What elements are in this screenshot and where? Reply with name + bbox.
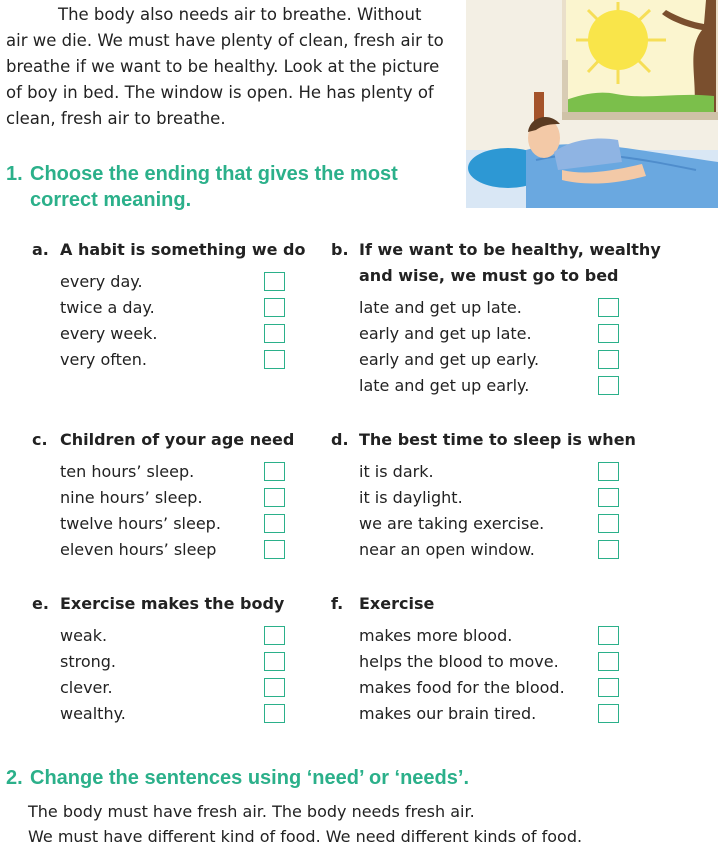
question-c-option-1 — [32, 459, 332, 485]
answer-checkbox[interactable] — [598, 324, 619, 343]
question-e-stem: Exercise makes the body — [60, 594, 285, 613]
question-f-letter: f. — [331, 594, 344, 613]
question-f — [331, 591, 661, 727]
answer-checkbox[interactable] — [264, 652, 285, 671]
question-a-letter: a. — [32, 240, 49, 259]
answer-checkbox[interactable] — [598, 376, 619, 395]
section-2-number: 2. — [6, 767, 23, 789]
answer-checkbox[interactable] — [598, 652, 619, 671]
section-1-title-line-1: Choose the ending that gives the most — [30, 163, 398, 185]
answer-checkbox[interactable] — [264, 514, 285, 533]
sleeping-boy-picture — [466, 0, 718, 208]
answer-checkbox[interactable] — [264, 540, 285, 559]
section-2-title: Change the sentences using ‘need’ or ‘needs’. — [30, 767, 470, 789]
option-label: near an open window. — [359, 540, 535, 559]
answer-checkbox[interactable] — [598, 514, 619, 533]
question-d-option-3 — [331, 511, 661, 537]
question-f-stem: Exercise — [359, 594, 435, 613]
option-label: weak. — [60, 626, 108, 645]
intro-text: The body also needs air to breathe. Without air we die. We must have plenty of clean, fresh air to breathe if we want to be healthy. Look at the picture of boy in bed. The window is open. He has plenty of clean, fresh air to breathe. — [6, 5, 444, 128]
answer-checkbox[interactable] — [264, 678, 285, 697]
answer-checkbox[interactable] — [264, 350, 285, 369]
option-label: clever. — [60, 678, 113, 697]
sleeping-boy-illustration — [466, 0, 718, 208]
answer-checkbox[interactable] — [598, 704, 619, 723]
answer-checkbox[interactable] — [598, 488, 619, 507]
question-c-option-3 — [32, 511, 332, 537]
question-b-option-4 — [331, 373, 661, 399]
question-a-option-3 — [32, 321, 332, 347]
question-f-option-4 — [331, 701, 661, 727]
section-1-number: 1. — [6, 163, 23, 185]
question-c-option-4 — [32, 537, 332, 563]
question-f-option-2 — [331, 649, 661, 675]
answer-checkbox[interactable] — [598, 462, 619, 481]
option-label: very often. — [60, 350, 147, 369]
question-c-header — [32, 427, 332, 453]
question-a-option-1 — [32, 269, 332, 295]
question-a-option-2 — [32, 295, 332, 321]
option-label: helps the blood to move. — [359, 652, 559, 671]
option-label: late and get up late. — [359, 298, 522, 317]
answer-checkbox[interactable] — [598, 540, 619, 559]
question-c-stem: Children of your age need — [60, 430, 295, 449]
option-label: it is daylight. — [359, 488, 463, 507]
option-label: late and get up early. — [359, 376, 530, 395]
option-label: twelve hours’ sleep. — [60, 514, 221, 533]
question-d — [331, 427, 661, 563]
option-label: ten hours’ sleep. — [60, 462, 195, 481]
question-e-option-2 — [32, 649, 332, 675]
question-c — [32, 427, 332, 563]
question-a-header — [32, 237, 332, 263]
question-f-option-1 — [331, 623, 661, 649]
option-label: makes more blood. — [359, 626, 513, 645]
section-2-heading — [6, 765, 469, 791]
option-label: every day. — [60, 272, 143, 291]
answer-checkbox[interactable] — [598, 350, 619, 369]
question-f-option-3 — [331, 675, 661, 701]
question-a-option-4 — [32, 347, 332, 373]
question-b-header — [331, 237, 661, 289]
option-label: makes food for the blood. — [359, 678, 565, 697]
option-label: nine hours’ sleep. — [60, 488, 203, 507]
answer-checkbox[interactable] — [264, 272, 285, 291]
question-b-option-2 — [331, 321, 661, 347]
question-d-stem: The best time to sleep is when — [359, 430, 636, 449]
question-b-stem: If we want to be healthy, wealthy and wise, we must go to bed — [359, 240, 661, 285]
question-a-stem: A habit is something we do — [60, 240, 306, 259]
question-d-option-4 — [331, 537, 661, 563]
answer-checkbox[interactable] — [264, 704, 285, 723]
question-e-letter: e. — [32, 594, 49, 613]
option-label: makes our brain tired. — [359, 704, 537, 723]
question-e-option-1 — [32, 623, 332, 649]
question-d-letter: d. — [331, 430, 349, 449]
question-c-option-2 — [32, 485, 332, 511]
answer-checkbox[interactable] — [598, 678, 619, 697]
section-1-heading-continued — [30, 187, 191, 213]
question-b-option-3 — [331, 347, 661, 373]
option-label: twice a day. — [60, 298, 155, 317]
question-b — [331, 237, 661, 399]
answer-checkbox[interactable] — [598, 626, 619, 645]
example-sentence-1: The body must have fresh air. The body needs fresh air. — [28, 802, 475, 821]
option-label: we are taking exercise. — [359, 514, 545, 533]
answer-checkbox[interactable] — [264, 298, 285, 317]
answer-checkbox[interactable] — [264, 626, 285, 645]
section-1-heading — [6, 161, 398, 187]
question-e-option-4 — [32, 701, 332, 727]
answer-checkbox[interactable] — [598, 298, 619, 317]
option-label: wealthy. — [60, 704, 126, 723]
section-1-title-line-2: correct meaning. — [30, 189, 192, 211]
question-b-letter: b. — [331, 240, 349, 259]
option-label: every week. — [60, 324, 158, 343]
question-a — [32, 237, 332, 373]
question-d-option-2 — [331, 485, 661, 511]
example-sentence-2: We must have different kind of food. We need different kinds of food. — [28, 827, 583, 846]
answer-checkbox[interactable] — [264, 324, 285, 343]
question-f-header — [331, 591, 661, 617]
question-b-option-1 — [331, 295, 661, 321]
question-e-option-3 — [32, 675, 332, 701]
question-c-letter: c. — [32, 430, 48, 449]
intro-paragraph — [6, 2, 446, 132]
option-label: it is dark. — [359, 462, 434, 481]
option-label: early and get up early. — [359, 350, 540, 369]
question-e-header — [32, 591, 332, 617]
answer-checkbox[interactable] — [264, 462, 285, 481]
answer-checkbox[interactable] — [264, 488, 285, 507]
option-label: early and get up late. — [359, 324, 532, 343]
question-d-option-1 — [331, 459, 661, 485]
option-label: strong. — [60, 652, 117, 671]
option-label: eleven hours’ sleep — [60, 540, 217, 559]
question-e — [32, 591, 332, 727]
question-d-header — [331, 427, 661, 453]
